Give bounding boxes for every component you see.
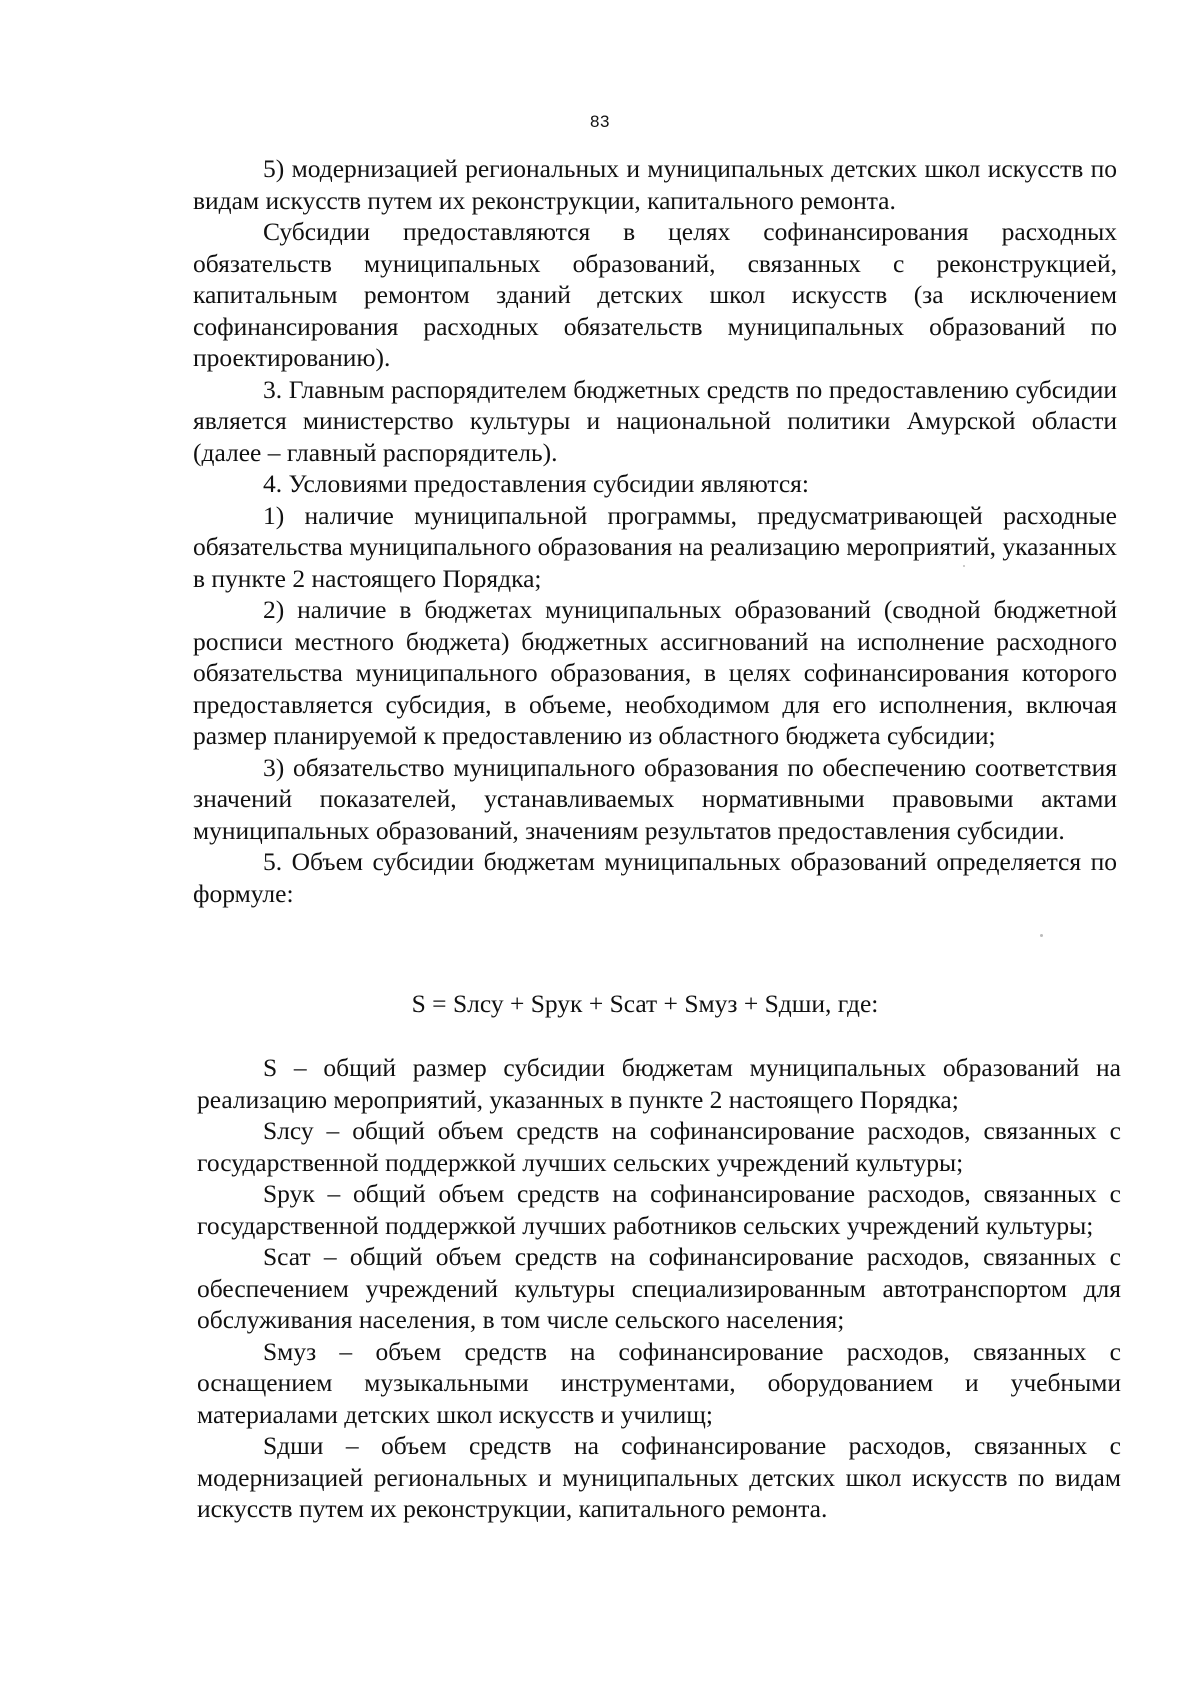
paragraph-subsidy-purpose: Субсидии предоставляются в целях софинансирования расходных обязательств муниципальных образований, связанных с реконструкцией, капитальным ремонтом зданий детских школ искусств (за исключением софинансирования расходных обязательств муниципальных образований по проектированию). [193,217,1117,372]
definition-s-dshi: Sдши – объем средств на софинансирование расходов, связанных с модернизацией региональных и муниципальных детских школ искусств по видам искусств путем их реконструкции, капитального ремонта. [197,1431,1121,1523]
definition-s-ruk: Sрук – общий объем средств на софинансирование расходов, связанных с государственной поддержкой лучших работников сельских учреждений культуры; [197,1179,1121,1240]
condition-2: 2) наличие в бюджетах муниципальных образований (сводной бюджетной росписи местного бюджета) бюджетных ассигнований на исполнение расходного обязательства муниципального образования, в целях софинансирования которого предоставляется субсидия, в объеме, необходимом для его исполнения, включая размер планируемой к предоставлению из областного бюджета субсидии; [193,595,1117,750]
condition-1: 1) наличие муниципальной программы, предусматривающей расходные обязательства муниципального образования на реализацию мероприятий, указанных в пункте 2 настоящего Порядка; [193,500,1117,593]
formula-definitions [197,1052,1121,1525]
paragraph-4-conditions: 4. Условиями предоставления субсидии являются: [263,469,809,498]
definition-s: S – общий размер субсидии бюджетам муниципальных образований на реализацию мероприятий, указанных в пункте 2 настоящего Порядка; [197,1053,1121,1114]
subsidy-formula: S = Sлсу + Sрук + Sсат + Sмуз + Sдши, где: [411,989,879,1018]
scan-speck [963,565,965,567]
definition-s-sat: Sсат – общий объем средств на софинансирование расходов, связанных с обеспечением учреждений культуры специализированным автотранспортом для обслуживания населения, в том числе сельского населения; [197,1242,1121,1334]
definition-s-lsu: Sлсу – общий объем средств на софинансирование расходов, связанных с государственной поддержкой лучших сельских учреждений культуры; [197,1116,1121,1177]
paragraph-3-main-administrator: 3. Главным распорядителем бюджетных средств по предоставлению субсидии является министерство культуры и национальной политики Амурской области (далее – главный распорядитель). [193,374,1117,467]
scan-speck [1040,934,1043,937]
definition-s-muz: Sмуз – объем средств на софинансирование расходов, связанных с оснащением музыкальными инструментами, оборудованием и учебными материалами детских школ искусств и училищ; [197,1336,1121,1429]
condition-3: 3) обязательство муниципального образования по обеспечению соответствия значений показателей, устанавливаемых нормативными правовыми актами муниципальных образований, значениям результатов предоставления субсидии. [193,752,1117,845]
body-text [193,153,1117,909]
paragraph-5-volume: 5. Объем субсидии бюджетам муниципальных образований определяется по формуле: [193,847,1117,908]
page-number: 83 [590,112,610,131]
paragraph-item-5: 5) модернизацией региональных и муниципальных детских школ искусств по видам искусств путем их реконструкции, капитального ремонта. [193,154,1117,215]
